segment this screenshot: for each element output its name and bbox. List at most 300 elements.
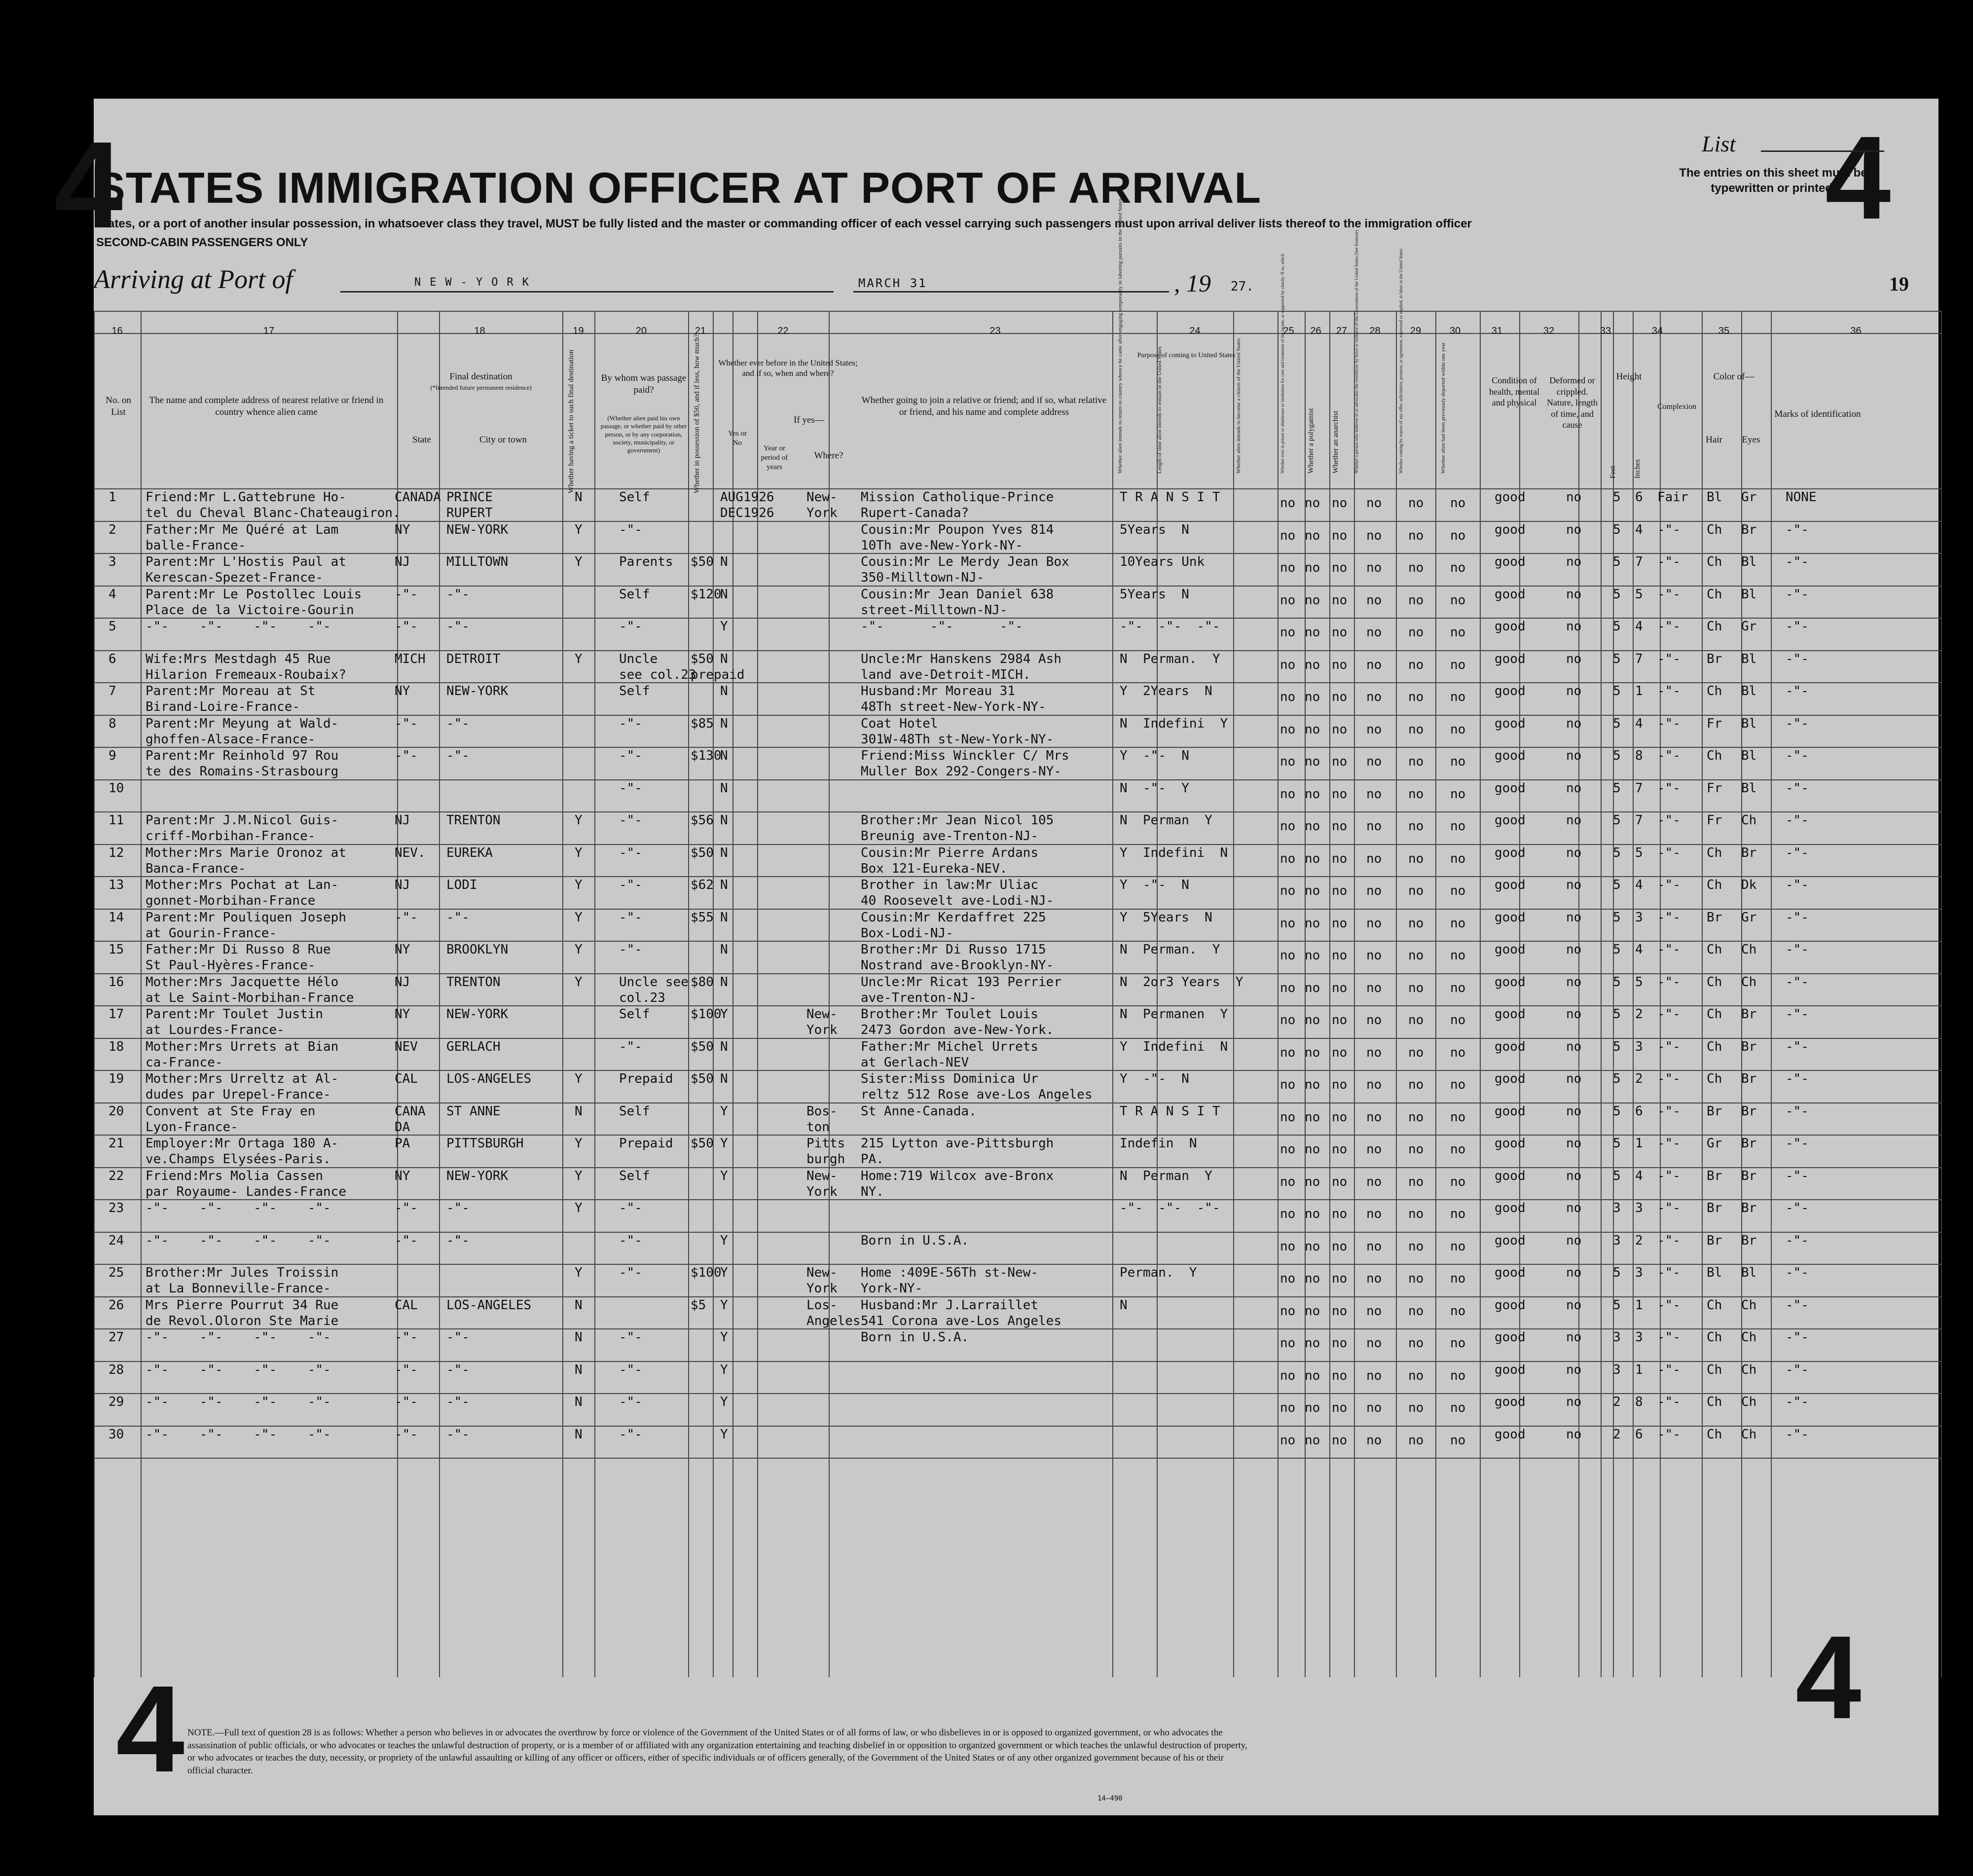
no-answer: no (1305, 657, 1320, 672)
list-number: 12 (109, 845, 124, 860)
no-answer: no (1450, 1109, 1466, 1125)
no-answer: no (1450, 916, 1466, 931)
no-answer: no (1280, 1142, 1296, 1157)
ticket-flag: Y (575, 651, 583, 666)
hair-color: Ch (1707, 1071, 1722, 1086)
complexion: -"- (1657, 910, 1681, 925)
column-number: 31 (1491, 326, 1503, 336)
identification-marks: -"- (1786, 910, 1809, 925)
identification-marks: -"- (1786, 651, 1809, 666)
money-amount: $50 (691, 1039, 714, 1054)
health-condition: good (1495, 554, 1526, 569)
header-complexion: Complexion (1657, 403, 1697, 411)
eye-color: Dk (1741, 878, 1757, 892)
no-answer: no (1305, 1271, 1320, 1286)
complexion: -"- (1657, 1395, 1681, 1409)
height-inches: 8 (1635, 748, 1643, 763)
ticket-flag: Y (575, 1201, 583, 1215)
relative-address: -"- -"- -"- -"- (146, 619, 331, 634)
joining-relative: Born in U.S.A. (861, 1330, 969, 1345)
identification-marks: -"- (1786, 554, 1809, 569)
no-answer: no (1408, 1077, 1424, 1092)
identification-marks: -"- (1786, 1233, 1809, 1248)
no-answer: no (1366, 754, 1382, 769)
relative-address: -"- -"- -"- -"- (146, 1362, 331, 1377)
height-inches: 6 (1635, 1427, 1643, 1442)
no-answer: no (1450, 1433, 1466, 1448)
purpose-of-coming: Y Indefini N (1120, 845, 1228, 860)
destination-state: MICH (395, 651, 426, 666)
deformed-status: no (1566, 1233, 1582, 1248)
deformed-status: no (1566, 1427, 1582, 1442)
complexion: -"- (1657, 1233, 1681, 1248)
identification-marks: -"- (1786, 1104, 1809, 1119)
no-answer: no (1305, 1077, 1320, 1092)
height-feet: 5 (1613, 651, 1621, 666)
no-answer: no (1408, 1239, 1424, 1254)
before-in-us: Y (720, 1427, 728, 1442)
no-answer: no (1408, 1271, 1424, 1286)
no-answer: no (1366, 883, 1382, 898)
complexion: -"- (1657, 1039, 1681, 1054)
no-answer: no (1280, 1239, 1296, 1254)
no-answer: no (1408, 916, 1424, 931)
list-number: 9 (109, 748, 116, 763)
column-rule (562, 311, 563, 1677)
deformed-status: no (1566, 1071, 1582, 1086)
no-answer: no (1280, 1271, 1296, 1286)
eye-color: Ch (1741, 942, 1757, 957)
passage-paid-by: Prepaid (619, 1071, 673, 1086)
no-answer: no (1366, 1045, 1382, 1060)
money-amount: $50 (691, 554, 714, 569)
no-answer: no (1450, 496, 1466, 511)
height-inches: 6 (1635, 490, 1643, 505)
hair-color: Fr (1707, 813, 1722, 828)
before-in-us: N (720, 813, 728, 828)
relative-address: Parent:Mr L'Hostis Paul at Kerescan-Spezet-France- (146, 554, 346, 585)
identification-marks: -"- (1786, 942, 1809, 957)
hair-color: Ch (1707, 1395, 1722, 1409)
destination-state: -"- (395, 587, 418, 602)
height-inches: 4 (1635, 716, 1643, 731)
no-answer: no (1280, 690, 1296, 704)
height-inches: 1 (1635, 684, 1643, 699)
list-number: 15 (109, 942, 124, 957)
passage-paid-by: -"- (619, 910, 642, 925)
identification-marks: -"- (1786, 878, 1809, 892)
height-inches: 5 (1635, 845, 1643, 860)
no-answer: no (1408, 560, 1424, 575)
no-answer: no (1280, 1174, 1296, 1189)
health-condition: good (1495, 1362, 1526, 1377)
identification-marks: -"- (1786, 813, 1809, 828)
destination-state: -"- (395, 1395, 418, 1409)
eye-color: Ch (1741, 1362, 1757, 1377)
no-answer: no (1450, 819, 1466, 834)
before-where: Los- Angeles (806, 1297, 861, 1328)
complexion: -"- (1657, 748, 1681, 763)
height-feet: 5 (1613, 619, 1621, 634)
no-answer: no (1450, 722, 1466, 737)
column-rule (1480, 311, 1481, 1677)
header-marks: Marks of identification (1774, 409, 1861, 419)
complexion: -"- (1657, 1297, 1681, 1313)
complexion: -"- (1657, 1136, 1681, 1151)
eye-color: Br (1741, 1071, 1757, 1086)
list-number: 6 (109, 651, 116, 666)
eye-color: Gr (1741, 910, 1757, 925)
header-where: Where? (814, 450, 843, 461)
eye-color: Bl (1741, 651, 1757, 666)
hair-color: Br (1707, 1168, 1722, 1183)
height-feet: 5 (1613, 878, 1621, 892)
passage-paid-by: -"- (619, 780, 642, 796)
no-answer: no (1332, 496, 1348, 511)
no-answer: no (1305, 948, 1320, 963)
column-rule (1771, 311, 1772, 1677)
header-purpose: Purpose of coming to United States (1137, 352, 1236, 359)
destination-city: TRENTON (446, 974, 501, 990)
health-condition: good (1495, 845, 1526, 860)
identification-marks: -"- (1786, 1168, 1809, 1183)
no-answer: no (1332, 851, 1348, 866)
list-number: 7 (109, 684, 116, 699)
header-passage-paid: By whom was passage paid? (601, 373, 687, 395)
list-number: 17 (109, 1007, 124, 1022)
height-inches: 7 (1635, 651, 1643, 666)
header-prison: Whether ever in prison or almshouse or institution for care and treatment of the insane, or supported by charity. If so, which (1280, 254, 1285, 474)
no-answer: no (1280, 1303, 1296, 1319)
sheet-mark-bottom-left: 4 (116, 1660, 185, 1798)
destination-state: NEV. (395, 845, 426, 860)
purpose-of-coming: N Perman Y (1120, 1168, 1212, 1183)
height-inches: 5 (1635, 974, 1643, 990)
purpose-of-coming: Y 2Years N (1120, 684, 1212, 699)
complexion: -"- (1657, 1265, 1681, 1280)
health-condition: good (1495, 651, 1526, 666)
no-answer: no (1332, 528, 1348, 543)
no-answer: no (1332, 1207, 1348, 1221)
column-rule (141, 311, 142, 1677)
no-answer: no (1366, 980, 1382, 995)
no-answer: no (1332, 980, 1348, 995)
column-rule (1112, 311, 1113, 1677)
no-answer: no (1280, 560, 1296, 575)
ticket-flag: N (575, 1395, 583, 1409)
deformed-status: no (1566, 490, 1582, 505)
binder-hole (47, 395, 67, 414)
identification-marks: -"- (1786, 1071, 1809, 1086)
eye-color: Bl (1741, 684, 1757, 699)
no-answer: no (1305, 1013, 1320, 1028)
no-answer: no (1332, 1433, 1348, 1448)
hair-color: Br (1707, 1201, 1722, 1215)
column-number: 29 (1410, 326, 1422, 336)
before-in-us: N (720, 716, 728, 731)
header-health: Condition of health, mental and physical (1489, 375, 1539, 407)
joining-relative: -"- -"- -"- (861, 619, 1023, 634)
column-rule (1278, 311, 1279, 1677)
passage-paid-by: -"- (619, 1265, 642, 1280)
relative-address: Mother:Mrs Marie Oronoz at Banca-France- (146, 845, 346, 876)
destination-city: -"- (446, 1362, 470, 1377)
height-inches: 1 (1635, 1136, 1643, 1151)
purpose-of-coming: -"- -"- -"- (1120, 619, 1220, 634)
column-number: 34 (1651, 326, 1663, 336)
passage-paid-by: -"- (619, 1330, 642, 1345)
column-number: 28 (1369, 326, 1381, 336)
column-number: 21 (694, 326, 706, 336)
no-answer: no (1366, 657, 1382, 672)
column-number: 18 (474, 326, 485, 336)
identification-marks: -"- (1786, 974, 1809, 990)
list-number: 11 (109, 813, 124, 828)
column-rule (1702, 311, 1703, 1677)
ticket-flag: N (575, 1362, 583, 1377)
list-number: 23 (109, 1201, 124, 1215)
purpose-of-coming: Y -"- N (1120, 748, 1189, 763)
hair-color: Br (1707, 651, 1722, 666)
no-answer: no (1450, 1239, 1466, 1254)
height-inches: 4 (1635, 522, 1643, 537)
destination-city: -"- (446, 716, 470, 731)
deformed-status: no (1566, 1297, 1582, 1313)
column-number: 30 (1449, 326, 1461, 336)
height-inches: 4 (1635, 878, 1643, 892)
deformed-status: no (1566, 1104, 1582, 1119)
deformed-status: no (1566, 619, 1582, 634)
before-in-us: Y (720, 1168, 728, 1183)
identification-marks: -"- (1786, 1330, 1809, 1345)
column-number: 33 (1600, 326, 1611, 336)
header-city: City or town (479, 435, 527, 445)
no-answer: no (1408, 851, 1424, 866)
eye-color: Br (1741, 1007, 1757, 1022)
height-feet: 5 (1613, 1007, 1621, 1022)
ticket-flag: N (575, 1297, 583, 1313)
no-answer: no (1366, 851, 1382, 866)
no-answer: no (1366, 560, 1382, 575)
no-answer: no (1332, 1077, 1348, 1092)
no-answer: no (1408, 786, 1424, 802)
hair-color: Ch (1707, 1427, 1722, 1442)
height-inches: 7 (1635, 813, 1643, 828)
joining-relative: Home:719 Wilcox ave-Bronx NY. (861, 1168, 1054, 1199)
joining-relative: Sister:Miss Dominica Ur reltz 512 Rose ave-Los Angeles (861, 1071, 1093, 1102)
list-number: 30 (109, 1427, 124, 1442)
hair-color: Ch (1707, 942, 1722, 957)
no-answer: no (1305, 1045, 1320, 1060)
identification-marks: -"- (1786, 1427, 1809, 1442)
before-where: New- York (806, 1168, 838, 1199)
money-amount: $56 (691, 813, 714, 828)
header-before-yesno: Yes or No (728, 430, 747, 447)
ticket-flag: Y (575, 522, 583, 537)
before-in-us: N (720, 780, 728, 796)
no-answer: no (1408, 722, 1424, 737)
purpose-of-coming: N Indefini Y (1120, 716, 1228, 731)
no-answer: no (1450, 690, 1466, 704)
destination-state: -"- (395, 1362, 418, 1377)
identification-marks: -"- (1786, 1395, 1809, 1409)
relative-address: Father:Mr Me Quéré at Lam balle-France- (146, 522, 339, 553)
before-in-us: Y (720, 1330, 728, 1345)
purpose-of-coming: 10Years Unk (1120, 554, 1205, 569)
no-answer: no (1280, 1368, 1296, 1383)
height-inches: 1 (1635, 1362, 1643, 1377)
header-list-no: No. on List (106, 395, 131, 417)
complexion: -"- (1657, 651, 1681, 666)
relative-address: Mother:Mrs Urrets at Bian ca-France- (146, 1039, 339, 1070)
before-where: New- York (806, 1007, 838, 1037)
no-answer: no (1408, 1013, 1424, 1028)
eye-color: Br (1741, 1039, 1757, 1054)
destination-state: NY (395, 1168, 410, 1183)
passage-paid-by: Self (619, 1007, 650, 1022)
list-number: 25 (109, 1265, 124, 1280)
eye-color: Bl (1741, 780, 1757, 796)
deformed-status: no (1566, 1201, 1582, 1215)
column-number: 26 (1310, 326, 1321, 336)
passage-paid-by: -"- (619, 845, 642, 860)
joining-relative: Cousin:Mr Kerdaffret 225 Box-Lodi-NJ- (861, 910, 1046, 941)
money-amount: $62 (691, 878, 714, 892)
money-amount: $100 (691, 1265, 722, 1280)
height-feet: 2 (1613, 1427, 1621, 1442)
header-inches: Inches (1634, 459, 1642, 478)
identification-marks: NONE (1786, 490, 1817, 505)
eye-color: Ch (1741, 1330, 1757, 1345)
health-condition: good (1495, 587, 1526, 602)
no-answer: no (1332, 625, 1348, 640)
identification-marks: -"- (1786, 1362, 1809, 1377)
header-height: Height (1616, 371, 1642, 382)
height-inches: 2 (1635, 1233, 1643, 1248)
height-feet: 5 (1613, 1265, 1621, 1280)
purpose-of-coming: N Perman. Y (1120, 651, 1220, 666)
destination-state: NJ (395, 974, 410, 990)
health-condition: good (1495, 813, 1526, 828)
list-number: 8 (109, 716, 116, 731)
no-answer: no (1366, 1207, 1382, 1221)
before-in-us: N (720, 974, 728, 990)
complexion: -"- (1657, 974, 1681, 990)
eye-color: Br (1741, 845, 1757, 860)
no-answer: no (1280, 1207, 1296, 1221)
no-answer: no (1280, 1045, 1296, 1060)
identification-marks: -"- (1786, 1039, 1809, 1054)
health-condition: good (1495, 748, 1526, 763)
health-condition: good (1495, 619, 1526, 634)
relative-address: Mrs Pierre Pourrut 34 Rue de Revol.Oloron Ste Marie (146, 1297, 339, 1328)
no-answer: no (1366, 722, 1382, 737)
no-answer: no (1280, 1400, 1296, 1415)
column-rule (94, 311, 95, 1677)
header-joining: Whether going to join a relative or friend; and if so, what relative or friend, and his name and complete address (861, 395, 1107, 417)
column-rule (1741, 311, 1742, 1677)
before-where: New- York (806, 1265, 838, 1296)
row-rule (94, 1458, 1941, 1459)
year-suffix: 27. (1231, 279, 1254, 294)
height-inches: 6 (1635, 1104, 1643, 1119)
no-answer: no (1450, 1045, 1466, 1060)
joining-relative: Born in U.S.A. (861, 1233, 969, 1248)
column-rule (1660, 311, 1661, 1677)
ticket-flag: Y (575, 554, 583, 569)
no-answer: no (1450, 1142, 1466, 1157)
relative-address: Parent:Mr Le Postollec Louis Place de la Victoire-Gourin (146, 587, 362, 618)
relative-address: Parent:Mr J.M.Nicol Guis- criff-Morbihan-France- (146, 813, 339, 844)
no-answer: no (1450, 948, 1466, 963)
no-answer: no (1332, 1239, 1348, 1254)
no-answer: no (1408, 883, 1424, 898)
joining-relative: Father:Mr Michel Urrets at Gerlach-NEV (861, 1039, 1039, 1070)
no-answer: no (1332, 1174, 1348, 1189)
destination-state: -"- (395, 748, 418, 763)
relative-address: -"- -"- -"- -"- (146, 1233, 331, 1248)
list-line (1761, 150, 1884, 152)
purpose-of-coming: T R A N S I T (1120, 1104, 1220, 1119)
before-in-us: N (720, 910, 728, 925)
complexion: -"- (1657, 1104, 1681, 1119)
passage-paid-by: -"- (619, 1039, 642, 1054)
passage-paid-by: -"- (619, 619, 642, 634)
destination-state: NJ (395, 813, 410, 828)
health-condition: good (1495, 974, 1526, 990)
health-condition: good (1495, 522, 1526, 537)
header-polygamist: Whether a polygamist (1307, 408, 1315, 474)
height-inches: 4 (1635, 619, 1643, 634)
no-answer: no (1366, 1142, 1382, 1157)
no-answer: no (1408, 819, 1424, 834)
year-prefix: , 19 (1174, 269, 1211, 297)
money-amount: $55 (691, 910, 714, 925)
hair-color: Ch (1707, 1039, 1722, 1054)
ticket-flag: Y (575, 1071, 583, 1086)
no-answer: no (1408, 1207, 1424, 1221)
relative-address: Employer:Mr Ortaga 180 A- ve.Champs Elysées-Paris. (146, 1136, 339, 1167)
destination-city: PITTSBURGH (446, 1136, 524, 1151)
hair-color: Ch (1707, 1330, 1722, 1345)
identification-marks: -"- (1786, 780, 1809, 796)
deformed-status: no (1566, 1007, 1582, 1022)
list-number: 28 (109, 1362, 124, 1377)
column-rule (1519, 311, 1520, 1677)
header-deformed: Deformed or crippled. Nature, length of time, and cause (1547, 375, 1598, 430)
destination-city: LOS-ANGELES (446, 1071, 532, 1086)
no-answer: no (1366, 1400, 1382, 1415)
destination-city: -"- (446, 910, 470, 925)
purpose-of-coming: N Permanen Y (1120, 1007, 1228, 1022)
no-answer: no (1408, 528, 1424, 543)
header-destination: Final destination (449, 371, 512, 382)
identification-marks: -"- (1786, 716, 1809, 731)
height-inches: 5 (1635, 587, 1643, 602)
hair-color: Ch (1707, 845, 1722, 860)
destination-city: -"- (446, 587, 470, 602)
no-answer: no (1305, 754, 1320, 769)
passenger-class: SECOND-CABIN PASSENGERS ONLY (96, 236, 308, 249)
no-answer: no (1366, 1239, 1382, 1254)
deformed-status: no (1566, 974, 1582, 990)
health-condition: good (1495, 1136, 1526, 1151)
destination-city: NEW-YORK (446, 1007, 509, 1022)
before-in-us: Y (720, 1395, 728, 1409)
header-if-yes: If yes— (794, 415, 824, 425)
page-subtitle: States, or a port of another insular possession, in whatsoever class they travel, MUST be fully listed and the master or commanding officer of each vessel carrying such passengers must upon arrival deliver lists thereof to the immigration officer (96, 217, 1472, 230)
no-answer: no (1366, 528, 1382, 543)
